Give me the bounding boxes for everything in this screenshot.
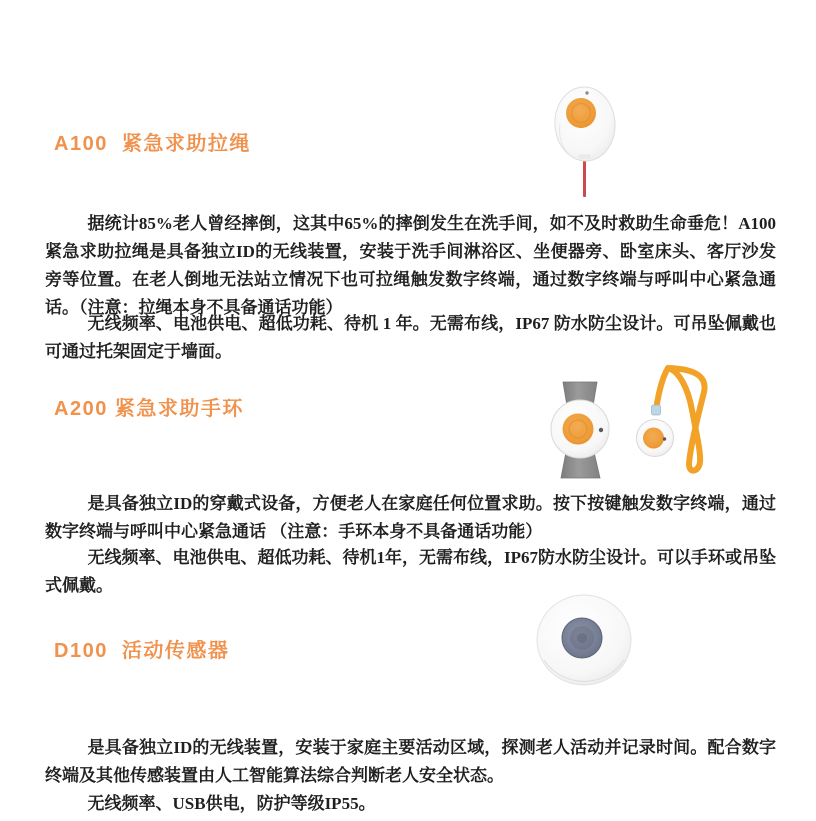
emergency-button-icon <box>563 414 594 445</box>
sos-wristband-and-pendant-icon <box>540 358 750 486</box>
lanyard-strap <box>656 368 668 410</box>
lanyard-clip <box>652 405 661 415</box>
pull-cord-alarm-icon <box>533 76 643 201</box>
led-indicator-dot <box>599 428 603 432</box>
sos-wristband-icon <box>551 382 609 478</box>
a200-paragraph-specs: 无线频率、电池供电、超低功耗、待机1年，无需布线，IP67防水防尘设计。可以手环或吊坠式佩戴。 <box>45 548 776 595</box>
emergency-button-icon <box>566 98 596 128</box>
a200-paragraph-description: 是具备独立ID的穿戴式设备，方便老人在家庭任何位置求助。按下按键触发数字终端，通过数字终端与呼叫中心紧急通话 （注意：手环本身不具备通话功能） <box>45 494 776 541</box>
emergency-button-icon <box>643 428 664 449</box>
a200-product-image <box>540 358 750 491</box>
led-indicator-dot <box>585 91 588 94</box>
d100-product-image <box>531 594 643 699</box>
pull-cord-string <box>583 160 586 197</box>
section-a200-heading: A200 紧急求助手环 <box>54 398 244 420</box>
d100-paragraph-specs: 无线频率、USB供电，防护等级IP55。 <box>87 794 376 813</box>
a100-paragraph-description: 据统计85%老人曾经摔倒，这其中65%的摔倒发生在洗手间，如不及时救助生命垂危！A100紧急求助拉绳是具备独立ID的无线装置，安装于洗手间淋浴区、坐便器旁、卧室床头、客厅沙发旁等位置。在老人倒地无法站立情况下也可拉绳触发数字终端，通过数字终端与呼叫中心紧急通话。（注意：拉绳本身不具备通话功能） <box>45 214 776 317</box>
d100-paragraph-description: 是具备独立ID的无线装置，安装于家庭主要活动区域，探测老人活动并记录时间。配合数字终端及其他传感装置由人工智能算法综合判断老人安全状态。 <box>45 738 776 785</box>
motion-sensor-dome-icon <box>531 594 643 694</box>
section-d100-heading: D100 活动传感器 <box>54 640 230 662</box>
led-indicator-dot <box>663 437 666 440</box>
a100-product-image <box>533 76 643 206</box>
lanyard-loop <box>668 368 705 471</box>
section-a100-heading: A100 紧急求助拉绳 <box>54 133 251 155</box>
sos-pendant-lanyard-icon <box>637 368 705 471</box>
a100-paragraph-specs: 无线频率、电池供电、超低功耗、待机 1 年。无需布线，IP67 防水防尘设计。可吊坠佩戴也可通过托架固定于墙面。 <box>45 314 776 361</box>
